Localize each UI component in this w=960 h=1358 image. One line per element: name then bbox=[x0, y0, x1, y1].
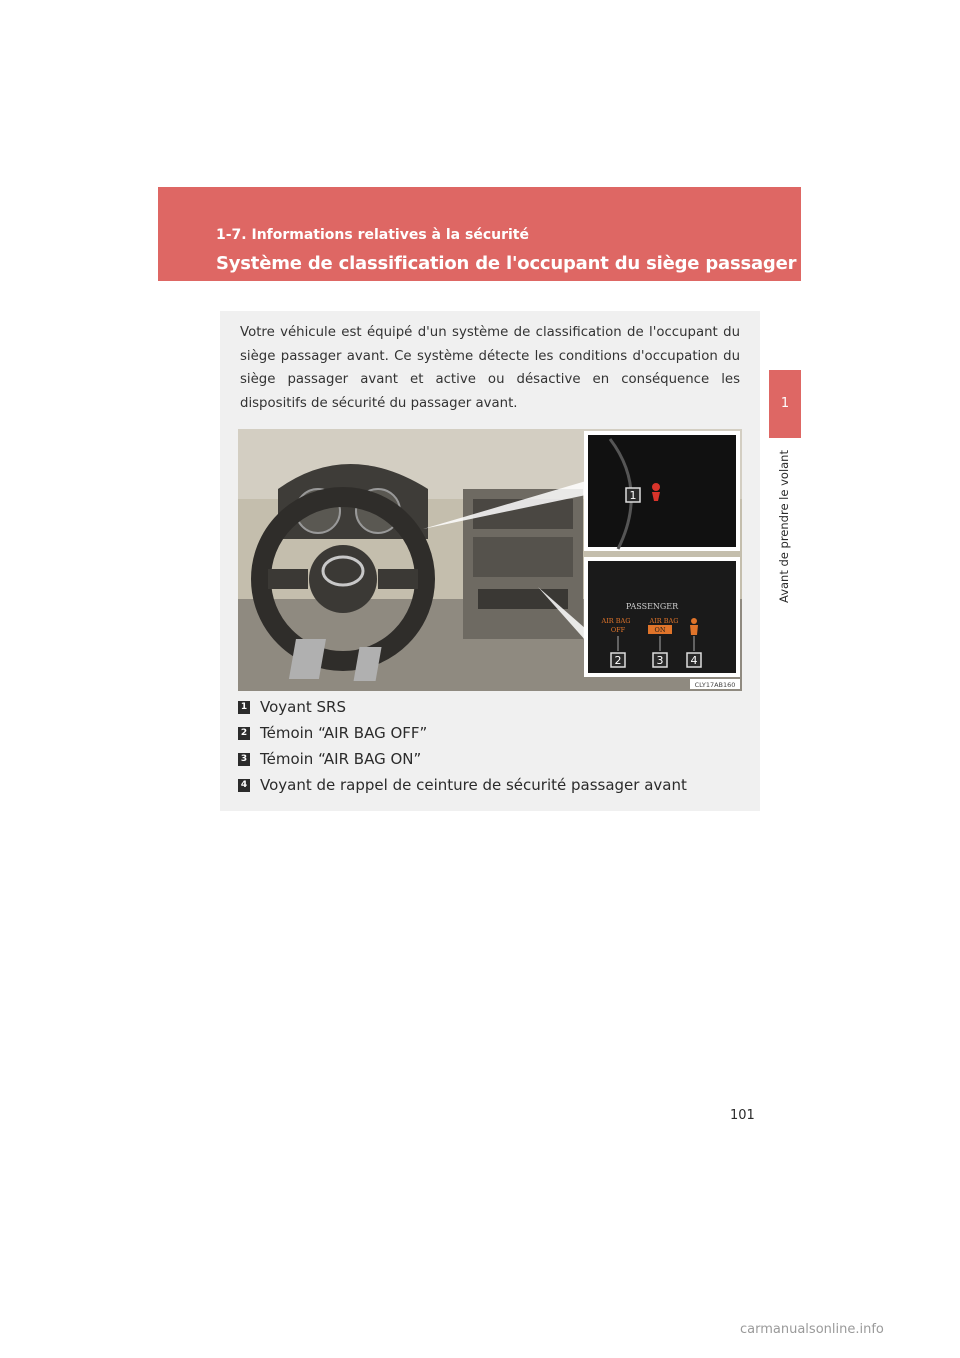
legend-text: Voyant de rappel de ceinture de sécurité passager avant bbox=[260, 776, 687, 794]
section-label: 1-7. Informations relatives à la sécurité bbox=[216, 227, 529, 243]
legend-item bbox=[238, 720, 748, 746]
inset-airbag-off-1: AIR BAG bbox=[601, 617, 631, 625]
intro-paragraph: Votre véhicule est équipé d'un système de classification de l'occupant du siège passager avant. Ce système détecte les conditions d'occupation du siège passager avant et active ou désactive en conséquence les dispositifs de sécurité du passager avant. bbox=[240, 325, 740, 411]
page-number: 101 bbox=[730, 1108, 755, 1123]
inset-airbag-off-2: OFF bbox=[610, 626, 626, 634]
legend-text: Témoin “AIR BAG OFF” bbox=[260, 724, 428, 742]
inset-airbag-on-2: ON bbox=[654, 626, 666, 634]
figure-code: CLY17AB160 bbox=[694, 681, 736, 689]
legend-number-badge: 3 bbox=[238, 753, 250, 766]
dashboard-figure bbox=[238, 429, 742, 691]
legend-item bbox=[238, 694, 748, 720]
legend-list bbox=[238, 694, 748, 798]
inset-passenger-text: PASSENGER bbox=[625, 602, 679, 611]
watermark: carmanualsonline.info bbox=[740, 1322, 884, 1337]
legend-item bbox=[238, 746, 748, 772]
dashboard-illustration bbox=[238, 429, 742, 691]
callout-4-label: 4 bbox=[690, 654, 698, 667]
inset-airbag-on-1: AIR BAG bbox=[649, 617, 679, 625]
page-title: Système de classification de l'occupant du siège passager avant bbox=[216, 253, 859, 274]
chapter-tab-label: Avant de prendre le volant bbox=[777, 450, 791, 603]
legend-text: Témoin “AIR BAG ON” bbox=[260, 750, 422, 768]
legend-number-badge: 2 bbox=[238, 727, 250, 740]
legend-item bbox=[238, 772, 748, 798]
callout-1-label: 1 bbox=[629, 489, 637, 502]
callout-2-label: 2 bbox=[614, 654, 622, 667]
legend-text: Voyant SRS bbox=[260, 698, 346, 716]
legend-number-badge: 1 bbox=[238, 701, 250, 714]
callout-3-label: 3 bbox=[656, 654, 664, 667]
content-box bbox=[220, 311, 760, 811]
legend-number-badge: 4 bbox=[238, 779, 250, 792]
chapter-tab: 1 bbox=[769, 370, 801, 438]
chapter-header bbox=[158, 187, 859, 281]
